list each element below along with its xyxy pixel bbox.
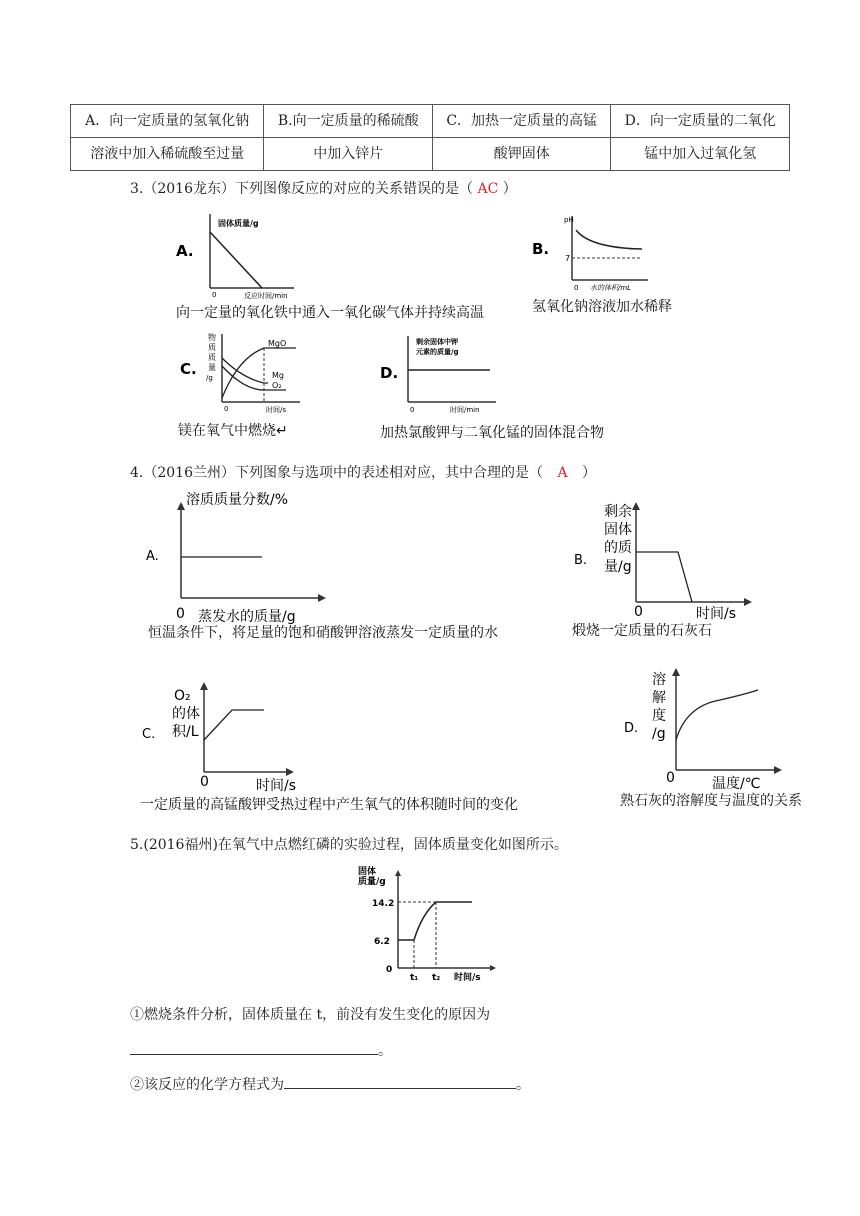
q3-c-ylabel-1: 质 (208, 343, 216, 352)
q3-c-letter: C. (180, 360, 197, 378)
q3-d-ylabel-1: 元素的质量/g (416, 348, 459, 356)
q3-b-caption: 氢氧化钠溶液加水稀释 (532, 299, 672, 315)
q4-d-ylabel-2: 度 (652, 708, 666, 724)
q3-c-series-mg: Mg (272, 371, 284, 380)
q4-a-caption: 恒温条件下，将足量的饱和硝酸钾溶液蒸发一定质量的水 (148, 625, 498, 641)
q3-chart-c (176, 328, 306, 418)
q3-b-ylabel: pH (564, 216, 574, 224)
q3-d-ylabel-0: 剩余固体中钾 (416, 338, 458, 346)
q5-line-1: ①燃烧条件分析，固体质量在 t，前没有发生变化的原因为 (130, 1007, 491, 1023)
q4-d-ylabel-3: /g (652, 726, 666, 742)
q3-c-ylabel-0: 物 (208, 333, 216, 342)
question-3 (130, 178, 517, 198)
q5-line (398, 902, 472, 940)
q3-c-series-mgo: MgO (268, 339, 287, 348)
q3-a-letter: A. (176, 242, 194, 260)
q3-a-origin: 0 (212, 291, 217, 299)
q5-line-3-text: ②该反应的化学方程式为 (130, 1077, 284, 1093)
q3-c-series-o2: O₂ (272, 381, 282, 390)
q3-b-origin: 0 (574, 284, 579, 292)
q3-a-line (210, 232, 262, 288)
q3-a-ylabel: 固体质量/g (218, 219, 259, 228)
q5-xtick-t1: t₁ (410, 973, 419, 983)
question-4-text: 4.（2016兰州）下列图象与选项中的表述相对应，其中合理的是（ (130, 465, 543, 481)
q4-c-caption: 一定质量的高锰酸钾受热过程中产生氧气的体积随时间的变化 (140, 797, 518, 813)
option-b-line1: B.向一定质量的稀硫酸 (264, 105, 433, 138)
q3-chart-a (174, 206, 514, 302)
q5-xtick-t2: t₂ (432, 973, 441, 983)
q3-a-xlabel: 反应时间/min (244, 292, 288, 300)
question-4-close: ） (582, 465, 597, 481)
q4-b-origin: 0 (634, 604, 643, 620)
option-d-line1: D．向一定质量的二氧化 (611, 105, 790, 138)
q3-c-caption: 镁在氧气中燃烧↵ (178, 423, 288, 439)
q4-d-letter: D. (624, 721, 639, 736)
q5-blank-1[interactable] (130, 1040, 378, 1055)
q4-d-xlabel: 温度/℃ (712, 776, 761, 792)
q3-a-caption: 向一定量的氧化铁中通入一氧化碳气体并持续高温 (176, 305, 484, 321)
q3-c-origin: 0 (224, 405, 229, 413)
q5-line-3 (130, 1074, 530, 1094)
q5-ytick-6: 6.2 (374, 937, 390, 947)
q3-d-letter: D. (380, 364, 399, 382)
q3-d-caption: 加热氯酸钾与二氧化锰的固体混合物 (380, 425, 604, 441)
question-3-answer: AC (477, 181, 499, 197)
q3-b-curve (576, 230, 642, 249)
q4-a-origin: 0 (176, 606, 185, 622)
q5-line-3-end: 。 (516, 1077, 530, 1093)
q3-c-xlabel: 时间/s (266, 406, 287, 414)
option-b-line2: 中加入锌片 (264, 138, 433, 171)
question-5: 5.(2016福州)在氧气中点燃红磷的实验过程，固体质量变化如图所示。 (130, 837, 568, 853)
q4-b-ylabel-3: 量/g (604, 559, 632, 575)
q5-chart (356, 862, 516, 984)
q4-c-line (204, 710, 264, 740)
q4-chart-b (570, 498, 770, 620)
q4-b-xlabel: 时间/s (696, 606, 737, 620)
q4-d-caption: 熟石灰的溶解度与温度的关系 (620, 793, 802, 809)
q4-d-ylabel-1: 解 (652, 690, 666, 706)
q4-b-ylabel-2: 的质 (604, 540, 632, 556)
options-table (70, 104, 790, 171)
q3-c-ylabel-2: 质 (208, 353, 216, 362)
q4-c-letter: C. (142, 727, 156, 742)
question-4-answer: A (557, 465, 568, 481)
q3-d-origin: 0 (410, 406, 415, 414)
q4-b-ylabel-0: 剩余 (604, 504, 632, 520)
q4-d-ylabel-0: 溶 (652, 672, 666, 688)
q5-ytick-14: 14.2 (372, 899, 395, 909)
q5-line-2-end: 。 (378, 1043, 392, 1059)
q4-b-ylabel-1: 固体 (604, 522, 632, 538)
q4-chart-d (620, 664, 790, 796)
q4-a-xlabel: 蒸发水的质量/g (198, 609, 296, 625)
q4-c-ylabel-0: O₂ (174, 688, 191, 704)
option-c-line1: C．加热一定质量的高锰 (432, 105, 611, 138)
option-d-line2: 锰中加入过氧化氢 (611, 138, 790, 171)
q3-b-letter: B. (532, 240, 550, 258)
q3-b-xlabel: 水的体积/mL (590, 284, 632, 292)
q3-c-ylabel-4: /g (206, 374, 213, 382)
q4-b-caption: 煅烧一定质量的石灰石 (572, 623, 712, 639)
q4-a-ylabel: 溶质质量分数/% (186, 492, 289, 508)
question-3-close: ） (502, 181, 517, 197)
q5-origin: 0 (386, 965, 393, 975)
q3-chart-b (530, 208, 670, 294)
q4-chart-c (138, 682, 308, 792)
q4-b-line (636, 552, 692, 602)
question-4 (130, 462, 596, 482)
q5-xlabel: 时间/s (454, 973, 481, 983)
question-3-text: 3.（2016龙东）下列图像反应的对应的关系错误的是（ (130, 181, 473, 197)
q3-c-ylabel-3: 量 (208, 363, 216, 372)
q3-c-mg-line (222, 358, 268, 383)
q4-b-letter: B. (574, 553, 588, 568)
option-a-line1: A．向一定质量的氢氧化钠 (71, 105, 264, 138)
q5-blank-2[interactable] (284, 1074, 516, 1089)
q3-b-tick7: 7 (565, 254, 571, 263)
q3-d-xlabel: 时间/min (450, 406, 480, 414)
q4-c-ylabel-2: 积/L (172, 724, 199, 740)
q4-c-origin: 0 (200, 774, 209, 790)
option-c-line2: 酸钾固体 (432, 138, 611, 171)
q4-a-letter: A. (146, 549, 159, 564)
q5-line-2 (130, 1040, 392, 1060)
q4-chart-a (140, 488, 340, 626)
q5-ylabel-1: 质量/g (358, 877, 386, 887)
q4-c-ylabel-1: 的体 (172, 706, 200, 722)
q4-c-xlabel: 时间/s (256, 778, 297, 792)
q3-chart-d (378, 330, 528, 418)
q4-d-origin: 0 (666, 770, 675, 786)
q5-ylabel-0: 固体 (358, 867, 377, 877)
option-a-line2: 溶液中加入稀硫酸至过量 (71, 138, 264, 171)
q4-d-curve (676, 690, 758, 740)
